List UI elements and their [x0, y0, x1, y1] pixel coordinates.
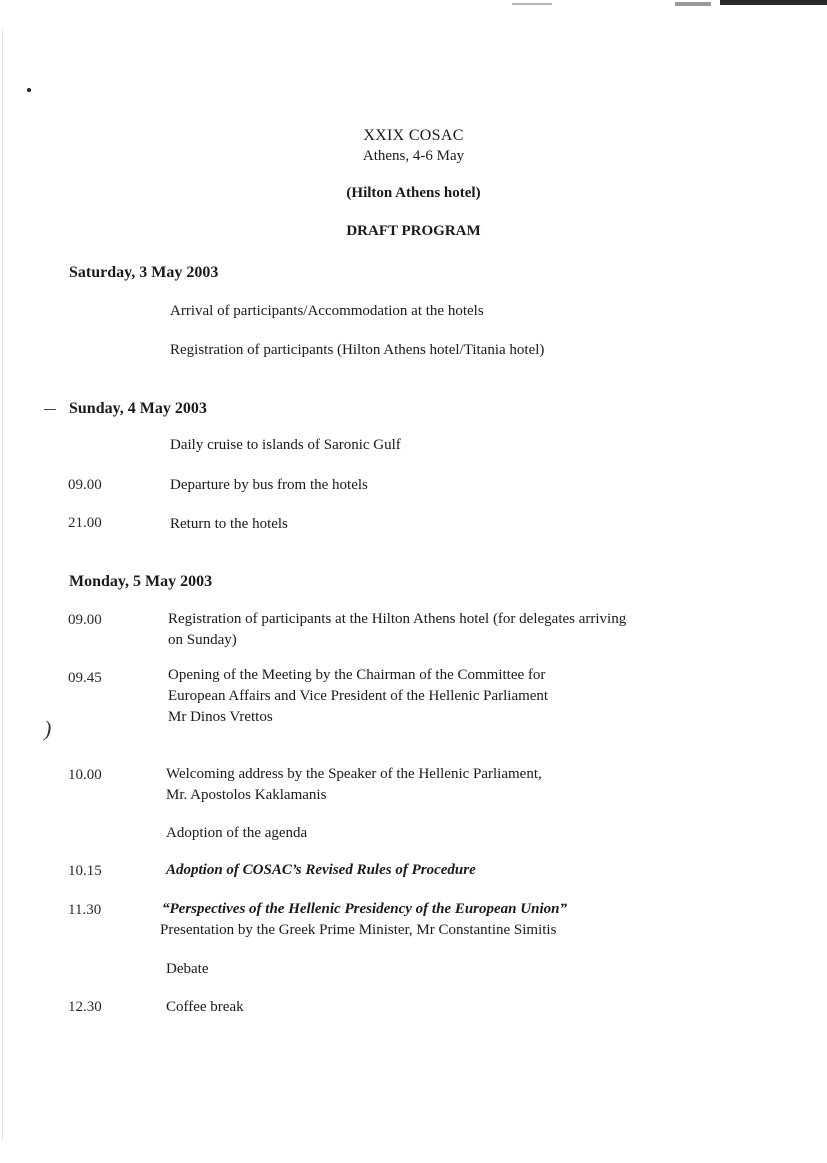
- day-heading-saturday: Saturday, 3 May 2003: [69, 264, 219, 281]
- conference-title: XXIX COSAC: [363, 127, 464, 144]
- scan-mark-top-middle: [675, 2, 711, 6]
- day-heading-sunday: Sunday, 4 May 2003: [69, 400, 207, 417]
- monday-item-3-line-2: Mr. Apostolos Kaklamanis: [166, 787, 327, 803]
- scan-dot: [27, 88, 31, 92]
- monday-item-5-time: 10.15: [68, 863, 102, 879]
- saturday-item-1-text: Arrival of participants/Accommodation at the hotels: [170, 303, 484, 319]
- sunday-item-2-time: 09.00: [68, 477, 102, 493]
- scan-mark-top: [512, 3, 552, 5]
- monday-item-1-time: 09.00: [68, 612, 102, 628]
- monday-item-1-line-2: on Sunday): [168, 632, 237, 648]
- saturday-item-2-text: Registration of participants (Hilton Athens hotel/Titania hotel): [170, 342, 545, 358]
- sunday-item-1-text: Daily cruise to islands of Saronic Gulf: [170, 437, 401, 453]
- monday-item-2-line-3: Mr Dinos Vrettos: [168, 709, 273, 725]
- monday-item-4-text: Adoption of the agenda: [166, 825, 308, 841]
- monday-item-6-time: 11.30: [68, 902, 102, 918]
- monday-item-2-time: 09.45: [68, 670, 102, 686]
- monday-item-3-line-1: Welcoming address by the Speaker of the Hellenic Parliament,: [166, 766, 542, 782]
- day-heading-monday: Monday, 5 May 2003: [69, 573, 213, 590]
- conference-place-dates: Athens, 4-6 May: [362, 148, 465, 164]
- monday-item-6-line-2: Presentation by the Greek Prime Minister, Mr Constantine Simitis: [160, 922, 557, 938]
- sunday-item-3-text: Return to the hotels: [170, 516, 288, 532]
- sunday-item-2-text: Departure by bus from the hotels: [170, 477, 368, 493]
- monday-item-7-text: Debate: [166, 961, 209, 977]
- monday-item-6-line-1: “Perspectives of the Hellenic Presidency of the European Union”: [162, 901, 567, 917]
- monday-item-3-time: 10.00: [68, 767, 102, 783]
- monday-item-2-line-1: Opening of the Meeting by the Chairman of the Committee for: [168, 667, 546, 683]
- monday-item-8-time: 12.30: [68, 999, 102, 1015]
- monday-item-5-text: Adoption of COSAC’s Revised Rules of Procedure: [166, 862, 476, 878]
- monday-item-8-text: Coffee break: [166, 999, 244, 1015]
- scan-bracket-mark: ): [44, 716, 52, 741]
- scan-dash: [44, 409, 56, 410]
- sunday-item-3-time: 21.00: [68, 515, 102, 531]
- scan-mark-top-right: [720, 0, 827, 5]
- conference-venue: (Hilton Athens hotel): [346, 185, 481, 201]
- monday-item-1-line-1: Registration of participants at the Hilton Athens hotel (for delegates arriving: [168, 611, 627, 627]
- document-title: DRAFT PROGRAM: [346, 223, 481, 239]
- monday-item-2-line-2: European Affairs and Vice President of the Hellenic Parliament: [168, 688, 549, 704]
